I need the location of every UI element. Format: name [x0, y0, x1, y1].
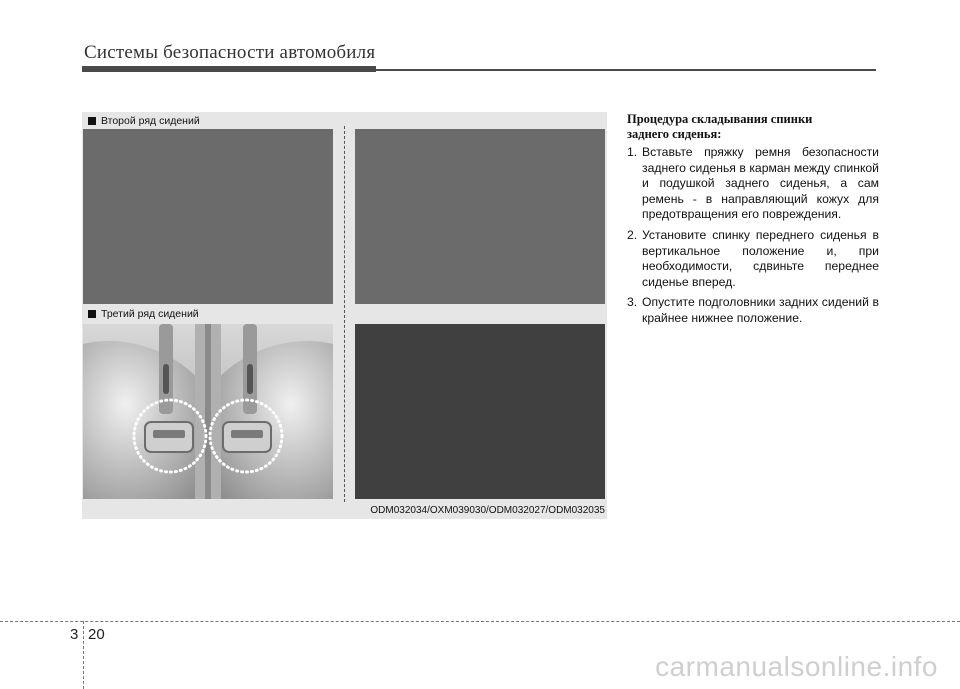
step-text: Установите спинку переднего сиденья в вертикальное положение и, при необходимости, сдвиньте переднее сиденье вперед. — [642, 227, 879, 289]
caption-third-row-text: Третий ряд сидений — [101, 308, 199, 320]
section-title-line1: Процедура складывания спинки — [627, 112, 813, 126]
bullet-square-icon — [88, 310, 96, 318]
step-text: Опустите подголовники задних сидений в крайнее нижнее положение. — [642, 295, 879, 325]
step-item — [627, 295, 879, 326]
bullet-square-icon — [88, 117, 96, 125]
seat-buckles-illustration — [83, 324, 333, 499]
steps-list — [627, 145, 879, 327]
section-title-line2: заднего сиденья: — [627, 127, 722, 141]
instructions-section — [627, 112, 879, 332]
step-text: Вставьте пряжку ремня безопасности заднего сиденья в карман между спинкой и подушкой заднего сиденья, а сам ремень - в направляющий кожух для предотвращения его повреждения. — [642, 145, 879, 222]
caption-second-row — [88, 115, 200, 127]
step-number: 2. — [627, 227, 638, 242]
watermark: carmanualsonline.info — [655, 651, 938, 682]
photo-third-row-right — [355, 324, 605, 499]
page-header-title: Системы безопасности автомобиля — [84, 42, 376, 63]
chapter-number: 3 — [70, 626, 79, 643]
header-rule-thick — [82, 66, 376, 72]
figure-code: ODM032034/OXM039030/ODM032027/ODM032035 — [370, 505, 605, 516]
footer-rule — [0, 621, 960, 622]
page-number: 20 — [88, 626, 105, 643]
step-number: 1. — [627, 145, 638, 159]
step-number: 3. — [627, 295, 638, 310]
caption-third-row — [88, 308, 199, 320]
footer-divider — [83, 621, 84, 689]
caption-second-row-text: Второй ряд сидений — [101, 115, 200, 127]
illustration-figure — [82, 112, 607, 519]
photo-second-row-right — [355, 129, 605, 304]
photo-second-row-left — [83, 129, 333, 304]
section-title — [627, 112, 879, 142]
photo-third-row-seat-buckles — [83, 324, 333, 499]
step-item — [627, 228, 879, 290]
header-rule-thin — [376, 69, 876, 71]
figure-divider — [344, 126, 345, 502]
step-item — [627, 145, 879, 223]
